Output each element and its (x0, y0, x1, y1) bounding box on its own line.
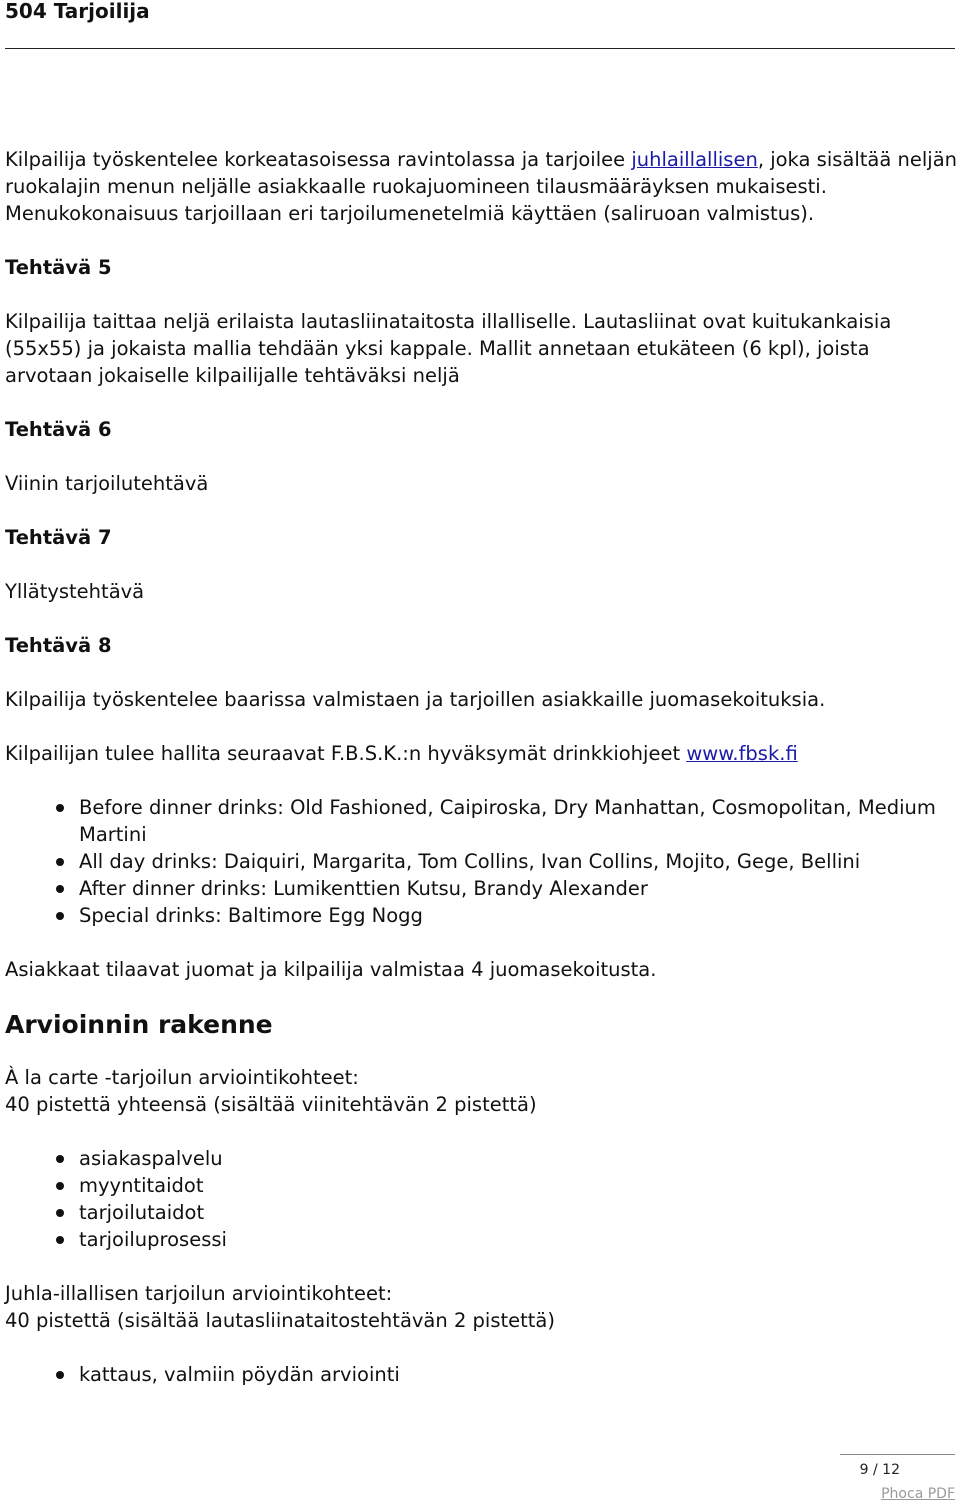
task7-text: Yllätystehtävä (5, 580, 145, 603)
list-item: asiakaspalvelu (79, 1145, 957, 1172)
recipes-text: Kilpailijan tulee hallita seuraavat F.B.S.K.:n hyväksymät drinkkiohjeet (5, 742, 687, 765)
list-item: myyntitaidot (79, 1172, 957, 1199)
phoca-pdf-link[interactable]: Phoca PDF (881, 1486, 955, 1502)
page-number: 9 / 12 (859, 1462, 900, 1478)
task5-text: Kilpailija taittaa neljä erilaista lautasliinataitosta illalliselle. Lautasliinat ovat kuitukankaisia (55x55) ja jokaista mallia tehdään yksi kappale. Mallit annetaan etukäteen (6 kpl), joista arvotaan jokaiselle kilpailijalle tehtäväksi neljä (5, 310, 892, 387)
fbsk-link[interactable]: www.fbsk.fi (686, 742, 798, 765)
gala-title: Juhla-illallisen tarjoilun arviointikohteet: (5, 1282, 393, 1305)
task6-heading: Tehtävä 6 (5, 418, 112, 441)
intro-text-start: Kilpailija työskentelee korkeatasoisessa ravintolassa ja tarjoilee (5, 148, 632, 171)
recipes-paragraph (5, 740, 957, 767)
evaluation-heading: Arvioinnin rakenne (5, 1010, 273, 1039)
gala-points: 40 pistettä (sisältää lautasliinataitostehtävän 2 pistettä) (5, 1309, 555, 1332)
alacarte-title: À la carte -tarjoilun arviointikohteet: (5, 1066, 359, 1089)
list-item: After dinner drinks: Lumikenttien Kutsu, Brandy Alexander (79, 875, 957, 902)
list-item: tarjoilutaidot (79, 1199, 957, 1226)
alacarte-points: 40 pistettä yhteensä (sisältää viinitehtävän 2 pistettä) (5, 1093, 537, 1116)
document-title: 504 Tarjoilija (5, 0, 150, 23)
intro-paragraph (5, 146, 957, 227)
task5-heading: Tehtävä 5 (5, 256, 112, 279)
list-item: kattaus, valmiin pöydän arviointi (79, 1361, 957, 1388)
list-item: Before dinner drinks: Old Fashioned, Caipiroska, Dry Manhattan, Cosmopolitan, Medium Martini (79, 794, 957, 848)
task8-heading: Tehtävä 8 (5, 634, 112, 657)
task7-heading: Tehtävä 7 (5, 526, 112, 549)
drinks-list (5, 794, 957, 929)
document-body (5, 146, 957, 1388)
footer-divider (840, 1454, 955, 1455)
title-divider (5, 48, 955, 49)
drinks-closing: Asiakkaat tilaavat juomat ja kilpailija valmistaa 4 juomasekoitusta. (5, 958, 657, 981)
alacarte-list (5, 1145, 957, 1253)
intro-text-end: , joka sisältää neljän ruokalajin menun neljälle asiakkaalle ruokajuomineen tilausmääräyksen mukaisesti. Menukokonaisuus tarjoillaan eri tarjoilumenetelmiä käyttäen (saliruoan valmistus). (5, 148, 958, 225)
task8-text: Kilpailija työskentelee baarissa valmistaen ja tarjoillen asiakkaille juomasekoituksia. (5, 688, 826, 711)
list-item: tarjoiluprosessi (79, 1226, 957, 1253)
task6-text: Viinin tarjoilutehtävä (5, 472, 209, 495)
list-item: Special drinks: Baltimore Egg Nogg (79, 902, 957, 929)
juhlaillallinen-link[interactable]: juhlaillallisen (631, 148, 758, 171)
gala-list (5, 1361, 957, 1388)
list-item: All day drinks: Daiquiri, Margarita, Tom Collins, Ivan Collins, Mojito, Gege, Bellini (79, 848, 957, 875)
